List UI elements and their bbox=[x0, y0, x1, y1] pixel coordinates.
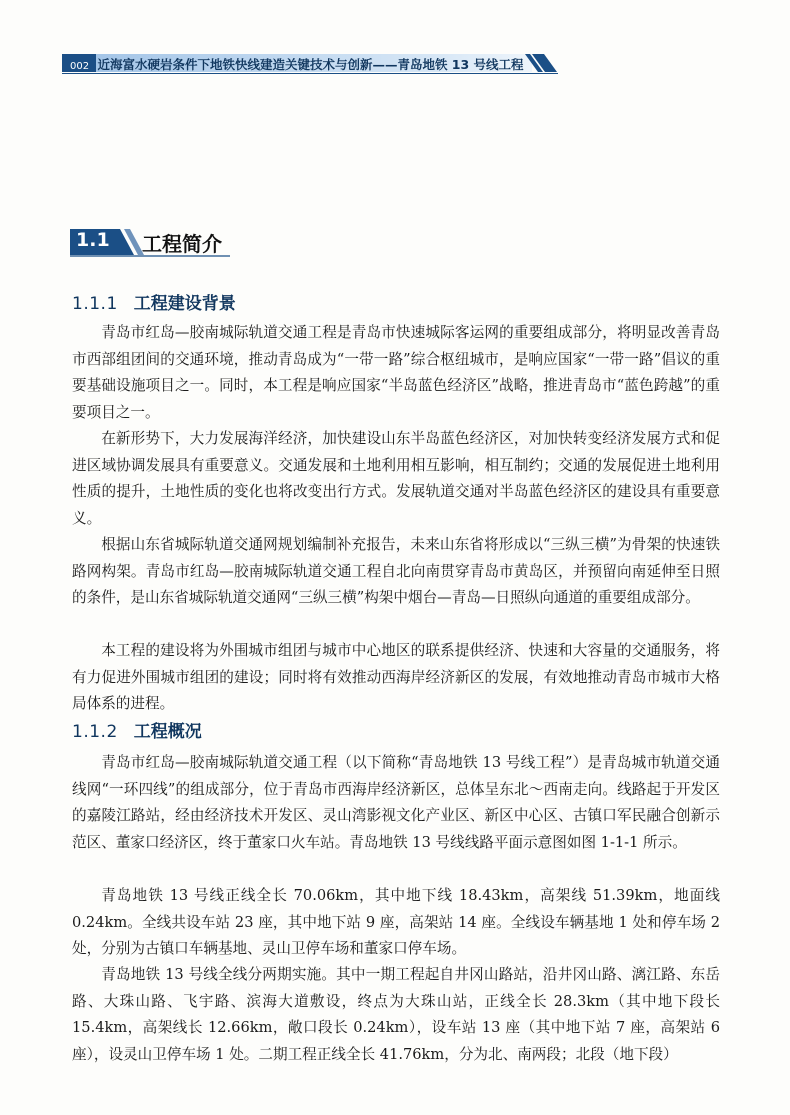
body-paragraph: 青岛地铁 13 号线正线全长 70.06km，其中地下线 18.43km，高架线 51.39km，地面线 0.24km。全线共设车站 23 座，其中地下站 9 座，高架站 14 座。全线设车辆基地 1 处和停车场 2 处，分别为古镇口车辆基地、灵山卫停车场和董家口停车场。 bbox=[72, 887, 720, 957]
body-paragraph: 青岛市红岛—胶南城际轨道交通工程（以下简称“青岛地铁 13 号线工程”）是青岛城市轨道交通线网“一环四线”的组成部分，位于青岛市西海岸经济新区，总体呈东北～西南走向。线路起于开发区的嘉陵江路站，经由经济技术开发区、灵山湾影视文化产业区、新区中心区、古镇口军民融合创新示范区、董家口经济区，终于董家口火车站。青岛地铁 13 号线线路平面示意图如图 1-1-1 所示。 bbox=[72, 754, 720, 851]
subsection-title: 工程建设背景 bbox=[133, 294, 236, 314]
body-paragraph: 根据山东省城际轨道交通网规划编制补充报告，未来山东省将形成以“三纵三横”为骨架的快速铁路网构架。青岛市红岛—胶南城际轨道交通工程自北向南贯穿青岛市黄岛区，并预留向南延伸至日照的条件，是山东省城际轨道交通网“三纵三横”构架中烟台—青岛—日照纵向通道的重要组成部分。 bbox=[72, 536, 720, 606]
body-paragraph: 青岛地铁 13 号线全线分两期实施。其中一期工程起自井冈山路站，沿井冈山路、漓江路、东岳路、大珠山路、飞宇路、滨海大道敷设，终点为大珠山站，正线全长 28.3km（其中地下段长 15.4km，高架线长 12.66km，敞口段长 0.24km），设车站 13 座（其中地下站 7 座，高架站 6 座），设灵山卫停车场 1 处。二期工程正线全长 41.76km，分为北、南两段；北段（地下段） bbox=[72, 966, 720, 1063]
subsection-heading-1 bbox=[72, 289, 236, 314]
book-title: 近海富水硬岩条件下地铁快线建造关键技术与创新——青岛地铁 13 号线工程 bbox=[97, 57, 524, 72]
section-number: 1.1 bbox=[76, 229, 110, 251]
page-number: 002 bbox=[70, 61, 90, 72]
subsection-number: 1.1.2 bbox=[72, 722, 118, 742]
body-paragraph: 青岛市红岛—胶南城际轨道交通工程是青岛市快速城际客运网的重要组成部分，将明显改善青岛市西部组团间的交通环境，推动青岛成为“一带一路”综合枢纽城市，是响应国家“一带一路”倡议的重要基础设施项目之一。同时，本工程是响应国家“半岛蓝色经济区”战略，推进青岛市“蓝色跨越”的重要项目之一。 bbox=[72, 324, 720, 421]
body-paragraph: 本工程的建设将为外围城市组团与城市中心地区的联系提供经济、快速和大容量的交通服务，将有力促进外围城市组团的建设；同时将有效推动西海岸经济新区的发展，有效地推动青岛市城市大格局体系的进程。 bbox=[72, 642, 720, 712]
section-title: 工程简介 bbox=[142, 232, 222, 256]
subsection-title: 工程概况 bbox=[133, 722, 202, 742]
subsection-heading-2 bbox=[72, 717, 202, 742]
subsection-number: 1.1.1 bbox=[72, 294, 118, 314]
running-header bbox=[62, 50, 562, 76]
body-paragraph: 在新形势下，大力发展海洋经济，加快建设山东半岛蓝色经济区，对加快转变经济发展方式和促进区域协调发展具有重要意义。交通发展和土地利用相互影响，相互制约；交通的发展促进土地利用性质的提升，土地性质的变化也将改变出行方式。发展轨道交通对半岛蓝色经济区的建设具有重要意义。 bbox=[72, 430, 720, 527]
